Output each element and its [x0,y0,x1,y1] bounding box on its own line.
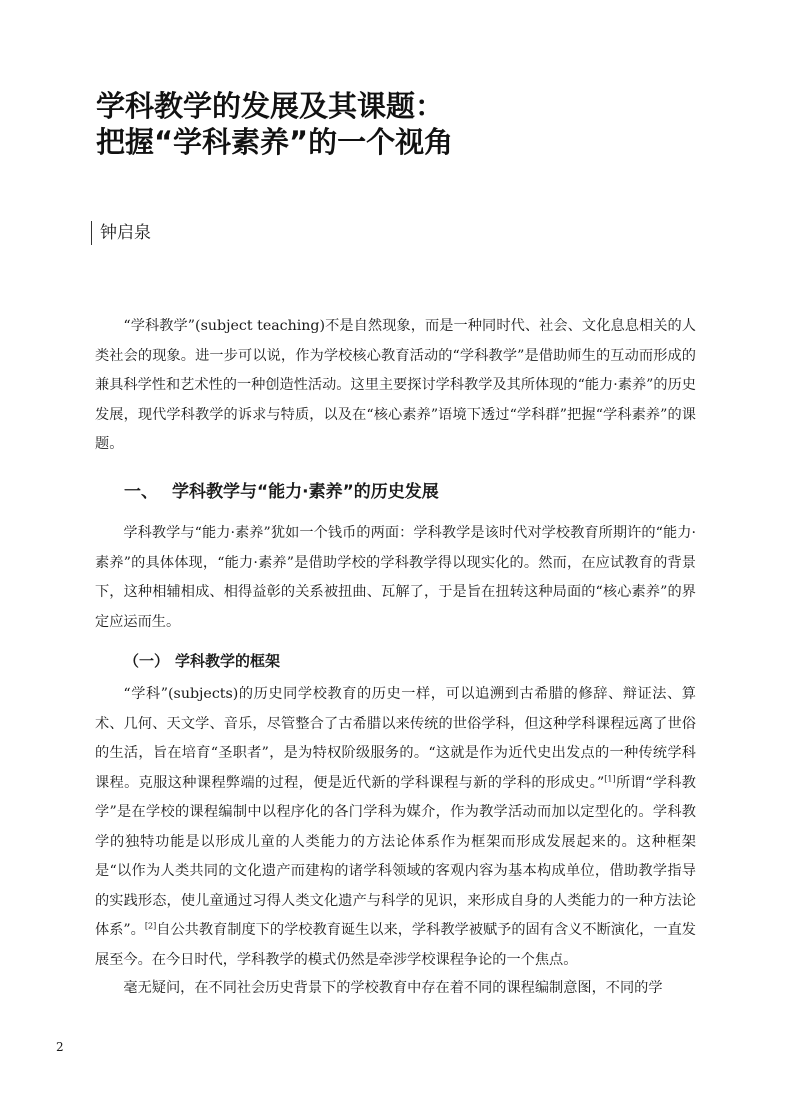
title-line-1: 学科教学的发展及其课题： [96,89,445,123]
section-title: 学科教学与“能力·素养”的历史发展 [172,482,439,502]
intro-paragraph: “学科教学”(subject teaching)不是自然现象，而是一种同时代、社会、文化息息相关的人类社会的现象。进一步可以说，作为学校核心教育活动的“学科教学”是借助师生的互动而形成的兼具科学性和艺术性的一种创造性活动。这里主要探讨学科教学及其所体现的“能力·素养”的历史发展，现代学科教学的诉求与特质，以及在“核心素养”语境下透过“学科群”把握“学科素养”的课题。 [95,318,696,452]
para-text-b: 所谓“学科教学”是在学校的课程编制中以程序化的各门学科为媒介，作为教学活动而加以定型化的。学科教学的独特功能是以形成儿童的人类能力的方法论体系作为框架而形成发展起来的。这种框架是“以作为人类共同的文化遗产而建构的诸学科领域的客观内容为基本构成单位，借助教学指导的实践形态，使儿童通过习得人类文化遗产与科学的见识，来形成自身的人类能力的一种方法论体系”。 [95,774,696,938]
subsection-1-paragraph-1 [95,680,696,975]
citation-2: [2] [144,921,157,931]
section-number: 一、 [124,482,158,502]
title-line-2: 把握“学科素养”的一个视角 [96,125,454,159]
author-name: 钟启泉 [91,221,151,245]
para-text-c: 自公共教育制度下的学校教育诞生以来，学科教学被赋予的固有含义不断演化，一直发展至今。在今日时代，学科教学的模式仍然是牵涉学校课程争论的一个焦点。 [95,922,696,968]
article-title [96,88,716,160]
section-heading-1 [124,478,439,506]
citation-1: [1] [604,773,616,783]
subsection-title: 学科教学的框架 [175,652,281,670]
para-text-a: “学科”(subjects)的历史同学校教育的历史一样，可以追溯到古希腊的修辞、辩证法、算术、几何、天文学、音乐，尽管整合了古希腊以来传统的世俗学科，但这种学科课程远离了世俗的生活，旨在培育“圣职者”，是为特权阶级服务的。“这就是作为近代史出发点的一种传统学科课程。克服这种课程弊端的过程，便是近代新的学科课程与新的学科的形成史。” [95,686,696,791]
page-number: 2 [56,1040,64,1054]
section-1-paragraph: 学科教学与“能力·素养”犹如一个钱币的两面：学科教学是该时代对学校教育所期许的“能力·素养”的具体体现，“能力·素养”是借助学校的学科教学得以现实化的。然而，在应试教育的背景下，这种相辅相成、相得益彰的关系被扭曲、瓦解了，于是旨在扭转这种局面的“核心素养”的界定应运而生。 [95,525,696,630]
subsection-1-paragraph-2: 毫无疑问，在不同社会历史背景下的学校教育中存在着不同的课程编制意图，不同的学 [123,980,663,996]
subsection-number: （一） [124,652,170,670]
subsection-heading-1 [124,648,280,674]
